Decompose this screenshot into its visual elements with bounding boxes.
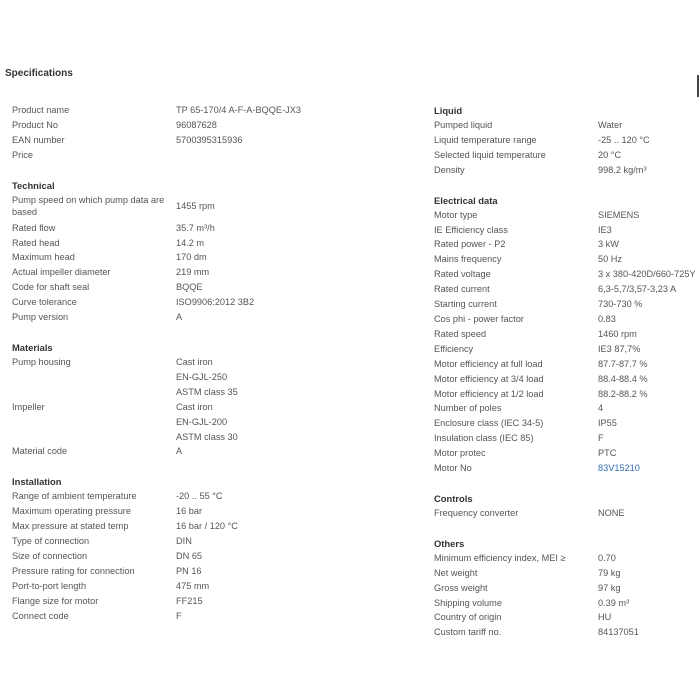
spec-row xyxy=(434,342,700,357)
spec-value-link[interactable]: 83V15210 xyxy=(598,463,640,474)
spec-value: 16 bar / 120 °C xyxy=(176,521,238,532)
spec-value: 6,3-5,7/3,57-3,23 A xyxy=(598,284,677,295)
spec-row xyxy=(434,387,700,402)
spec-value: 16 bar xyxy=(176,506,203,517)
spec-value: HU xyxy=(598,612,612,623)
spec-value: -25 .. 120 °C xyxy=(598,134,650,145)
spec-value: 998.2 kg/m³ xyxy=(598,164,647,175)
spec-label: Code for shaft seal xyxy=(12,282,90,293)
spec-row xyxy=(434,297,700,312)
section-materials xyxy=(12,340,332,459)
spec-value: PTC xyxy=(598,448,617,459)
spec-label: Rated power - P2 xyxy=(434,239,506,250)
spec-row xyxy=(434,282,700,297)
spec-value: 3 x 380-420D/660-725Y xyxy=(598,269,696,280)
spec-label: Product name xyxy=(12,105,70,115)
spec-value: 96087628 xyxy=(176,119,217,130)
spec-label: Motor efficiency at 3/4 load xyxy=(434,373,544,384)
spec-row xyxy=(12,250,332,265)
spec-label: EAN number xyxy=(12,134,65,145)
spec-label: Motor efficiency at 1/2 load xyxy=(434,388,544,399)
spec-label: Insulation class (IEC 85) xyxy=(434,433,534,444)
spec-value: 84137051 xyxy=(598,627,639,638)
spec-label: Mains frequency xyxy=(434,254,502,265)
section-title: Others xyxy=(434,537,465,549)
spec-row xyxy=(12,444,332,459)
spec-row xyxy=(12,415,332,430)
spec-row xyxy=(12,265,332,280)
spec-value: 50 Hz xyxy=(598,254,623,265)
spec-row xyxy=(434,357,700,372)
section-title: Electrical data xyxy=(434,194,498,206)
spec-row xyxy=(434,610,700,625)
spec-value: 5700395315936 xyxy=(176,134,243,145)
spec-row xyxy=(12,400,332,415)
spec-row xyxy=(434,327,700,342)
spec-label: Curve tolerance xyxy=(12,297,77,308)
spec-value: IE3 xyxy=(598,224,612,235)
spec-value: 87.7-87.7 % xyxy=(598,358,648,369)
spec-label: Enclosure class (IEC 34-5) xyxy=(434,418,544,429)
spec-value: -20 .. 55 °C xyxy=(176,491,223,502)
spec-value: ASTM class 35 xyxy=(176,386,238,397)
spec-row xyxy=(12,280,332,295)
section-title: Controls xyxy=(434,492,473,504)
spec-label: Pump housing xyxy=(12,356,71,367)
section-installation xyxy=(12,474,332,623)
spec-row xyxy=(12,504,332,519)
spec-row xyxy=(12,236,332,251)
spec-value: PN 16 xyxy=(176,565,202,576)
left-spec-column xyxy=(12,103,332,638)
spec-label xyxy=(12,370,176,385)
spec-row xyxy=(434,401,700,416)
spec-row xyxy=(434,566,700,581)
spec-row xyxy=(12,103,332,118)
spec-value: 35.7 m³/h xyxy=(176,222,215,233)
spec-label: Rated current xyxy=(434,284,490,295)
spec-row xyxy=(434,431,700,446)
spec-row xyxy=(434,208,700,223)
spec-value: A xyxy=(176,312,183,323)
section-technical xyxy=(12,178,332,325)
spec-row xyxy=(434,506,700,521)
spec-row xyxy=(434,223,700,238)
spec-label: Density xyxy=(434,164,465,175)
spec-label: Pump version xyxy=(12,312,69,323)
spec-label: Product No xyxy=(12,119,58,130)
spec-label: Number of poles xyxy=(434,403,502,414)
right-spec-column xyxy=(434,103,700,655)
spec-label: Type of connection xyxy=(12,536,90,547)
spec-row xyxy=(434,416,700,431)
spec-row xyxy=(12,148,332,163)
spec-label: Pressure rating for connection xyxy=(12,565,135,576)
spec-row xyxy=(434,118,700,133)
spec-value: DN 65 xyxy=(176,550,203,561)
spec-row xyxy=(434,133,700,148)
spec-label: Actual impeller diameter xyxy=(12,267,111,278)
spec-label: Material code xyxy=(12,446,68,457)
page-title: Specifications xyxy=(5,68,73,79)
spec-value: Water xyxy=(598,120,623,130)
spec-value: EN-GJL-200 xyxy=(176,416,228,427)
spec-value: 3 kW xyxy=(598,239,619,250)
spec-row xyxy=(434,148,700,163)
spec-label: Rated flow xyxy=(12,222,56,233)
spec-value: ASTM class 30 xyxy=(176,431,238,442)
spec-row xyxy=(12,564,332,579)
spec-label: Liquid temperature range xyxy=(434,134,537,145)
spec-row xyxy=(12,385,332,400)
spec-label: Starting current xyxy=(434,299,497,310)
spec-label: Motor type xyxy=(434,209,478,220)
spec-row xyxy=(12,118,332,133)
spec-label: Efficiency xyxy=(434,343,474,354)
spec-label: Rated head xyxy=(12,237,60,248)
spec-value: ISO9906:2012 3B2 xyxy=(176,297,255,308)
section-controls xyxy=(434,491,700,521)
spec-label: Motor efficiency at full load xyxy=(434,358,543,369)
spec-label: Country of origin xyxy=(434,612,502,623)
scrollbar-edge[interactable] xyxy=(697,75,699,97)
spec-row xyxy=(12,594,332,609)
spec-value: 1455 rpm xyxy=(176,201,215,212)
spec-label: Maximum head xyxy=(12,252,75,263)
spec-row xyxy=(434,372,700,387)
spec-label: Impeller xyxy=(12,401,45,412)
section-electrical-data xyxy=(434,193,700,476)
spec-row xyxy=(434,596,700,611)
spec-value: 20 °C xyxy=(598,149,622,160)
spec-label: Minimum efficiency index, MEI ≥ xyxy=(434,552,566,563)
section-others xyxy=(434,536,700,640)
spec-label: Size of connection xyxy=(12,550,88,561)
spec-value: 0.83 xyxy=(598,313,616,324)
spec-value: TP 65-170/4 A-F-A-BQQE-JX3 xyxy=(176,105,301,115)
spec-label: Gross weight xyxy=(434,582,488,593)
spec-row xyxy=(12,430,332,445)
spec-value: F xyxy=(176,610,182,621)
spec-row xyxy=(434,551,700,566)
spec-label: Motor No xyxy=(434,463,472,474)
spec-label: IE Efficiency class xyxy=(434,224,508,235)
spec-label: Price xyxy=(12,149,33,160)
spec-label: Rated voltage xyxy=(434,269,491,280)
section-title: Technical xyxy=(12,179,55,191)
spec-row xyxy=(12,295,332,310)
spec-row xyxy=(434,252,700,267)
section-general xyxy=(12,103,332,163)
spec-value: DIN xyxy=(176,536,192,547)
spec-value: 1460 rpm xyxy=(598,328,637,339)
spec-row xyxy=(12,193,332,221)
spec-value: 0.70 xyxy=(598,552,616,563)
spec-label: Shipping volume xyxy=(434,597,502,608)
spec-value: 0.39 m³ xyxy=(598,597,630,608)
spec-row xyxy=(12,355,332,370)
spec-value: NONE xyxy=(598,507,625,518)
spec-value: Cast iron xyxy=(176,356,213,367)
spec-label xyxy=(12,385,176,400)
spec-value: IP55 xyxy=(598,418,617,429)
spec-label: Pumped liquid xyxy=(434,120,493,130)
spec-value: 219 mm xyxy=(176,267,210,278)
spec-row xyxy=(434,163,700,178)
spec-value: F xyxy=(598,433,604,444)
spec-label: Cos phi - power factor xyxy=(434,313,524,324)
spec-label: Range of ambient temperature xyxy=(12,491,137,502)
spec-row xyxy=(434,237,700,252)
spec-value: 14.2 m xyxy=(176,237,205,248)
spec-label: Maximum operating pressure xyxy=(12,506,131,517)
spec-value: IE3 87,7% xyxy=(598,343,641,354)
spec-label: Port-to-port length xyxy=(12,580,87,591)
spec-value: 88.2-88.2 % xyxy=(598,388,648,399)
spec-row xyxy=(12,370,332,385)
spec-label: Flange size for motor xyxy=(12,595,99,606)
spec-label: Selected liquid temperature xyxy=(434,149,546,160)
spec-row xyxy=(434,625,700,640)
spec-value xyxy=(176,148,332,163)
spec-value: 4 xyxy=(598,403,604,414)
spec-row xyxy=(12,133,332,148)
spec-row xyxy=(12,549,332,564)
spec-row xyxy=(434,312,700,327)
spec-value: 475 mm xyxy=(176,580,210,591)
spec-value: BQQE xyxy=(176,282,203,293)
spec-value: FF215 xyxy=(176,595,203,606)
spec-label: Frequency converter xyxy=(434,507,519,518)
spec-label: Net weight xyxy=(434,567,478,578)
spec-row xyxy=(434,446,700,461)
spec-value: SIEMENS xyxy=(598,209,640,220)
spec-value: A xyxy=(176,446,183,457)
spec-row xyxy=(434,267,700,282)
spec-value: 730-730 % xyxy=(598,299,643,310)
spec-value: EN-GJL-250 xyxy=(176,371,228,382)
spec-row xyxy=(12,221,332,236)
section-title: Materials xyxy=(12,341,53,353)
spec-label: Pump speed on which pump data are based xyxy=(12,194,165,218)
spec-row xyxy=(434,581,700,596)
spec-row xyxy=(434,461,700,476)
spec-value: 97 kg xyxy=(598,582,621,593)
spec-label: Custom tariff no. xyxy=(434,627,502,638)
spec-row xyxy=(12,579,332,594)
section-liquid xyxy=(434,103,700,178)
section-title: Installation xyxy=(12,476,62,488)
spec-label: Max pressure at stated temp xyxy=(12,521,129,532)
spec-label: Rated speed xyxy=(434,328,487,339)
spec-row xyxy=(12,534,332,549)
section-title: Liquid xyxy=(434,105,463,116)
spec-row xyxy=(12,310,332,325)
spec-label xyxy=(12,415,176,430)
spec-label xyxy=(12,430,176,445)
spec-label: Connect code xyxy=(12,610,69,621)
spec-label: Motor protec xyxy=(434,448,486,459)
spec-value: 79 kg xyxy=(598,567,621,578)
spec-row xyxy=(12,519,332,534)
spec-value: Cast iron xyxy=(176,401,213,412)
spec-value: 88.4-88.4 % xyxy=(598,373,648,384)
spec-row xyxy=(12,609,332,624)
spec-value: 170 dm xyxy=(176,252,207,263)
spec-row xyxy=(12,489,332,504)
